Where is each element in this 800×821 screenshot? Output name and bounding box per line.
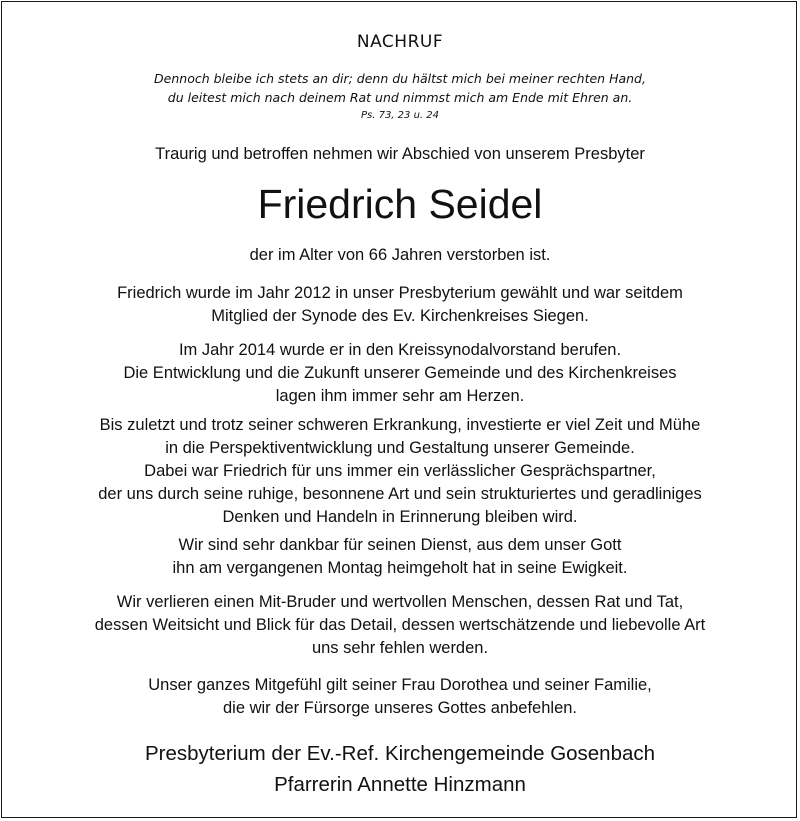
- paragraph-kreissynodalvorstand: [0, 339, 800, 408]
- text-line: die wir der Fürsorge unseres Gottes anbefehlen.: [222, 699, 578, 717]
- text-line: Mitglied der Synode des Ev. Kirchenkreises Siegen.: [211, 307, 589, 325]
- verse-reference: Ps. 73, 23 u. 24: [360, 110, 439, 121]
- verse-line: du leitest mich nach deinem Rat und nimmst mich am Ende mit Ehren an.: [167, 90, 633, 105]
- text-line: dessen Weitsicht und Blick für das Detail, dessen wertschätzende und liebevolle Art: [94, 616, 706, 634]
- paragraph-loss: [0, 591, 800, 660]
- text-line: Wir sind sehr dankbar für seinen Dienst, aus dem unser Gott: [178, 536, 622, 554]
- intro-text: Traurig und betroffen nehmen wir Abschied von unserem Presbyter: [155, 145, 645, 163]
- text-line: lagen ihm immer sehr am Herzen.: [275, 387, 525, 405]
- verse-line: Dennoch bleibe ich stets an dir; denn du hältst mich bei meiner rechten Hand,: [154, 71, 646, 86]
- text-line: Bis zuletzt und trotz seiner schweren Erkrankung, investierte er viel Zeit und Mühe: [99, 416, 701, 434]
- deceased-name: Friedrich Seidel: [257, 181, 543, 227]
- paragraph-engagement: [0, 414, 800, 529]
- text-line: Die Entwicklung und die Zukunft unserer Gemeinde und des Kirchenkreises: [123, 364, 677, 382]
- text-line: in die Perspektiventwicklung und Gestaltung unserer Gemeinde.: [165, 439, 635, 457]
- signature-line: Pfarrerin Annette Hinzmann: [274, 773, 526, 796]
- text-line: uns sehr fehlen werden.: [311, 639, 489, 657]
- signature-block: [0, 738, 800, 800]
- age-line: der im Alter von 66 Jahren verstorben ist.: [249, 246, 551, 264]
- text-line: Wir verlieren einen Mit-Bruder und wertvollen Menschen, dessen Rat und Tat,: [116, 593, 684, 611]
- signature-line: Presbyterium der Ev.-Ref. Kirchengemeinde Gosenbach: [144, 742, 656, 765]
- paragraph-gratitude: [0, 534, 800, 580]
- paragraph-condolence: [0, 674, 800, 720]
- text-line: Friedrich wurde im Jahr 2012 in unser Presbyterium gewählt und war seitdem: [117, 284, 683, 302]
- paragraph-presbyterium: [0, 282, 800, 328]
- text-line: Unser ganzes Mitgefühl gilt seiner Frau Dorothea und seiner Familie,: [148, 676, 652, 694]
- text-line: ihn am vergangenen Montag heimgeholt hat in seine Ewigkeit.: [172, 559, 628, 577]
- notice-heading: NACHRUF: [356, 32, 444, 52]
- text-line: Dabei war Friedrich für uns immer ein verlässlicher Gesprächspartner,: [144, 462, 656, 480]
- text-line: Denken und Handeln in Erinnerung bleiben wird.: [222, 508, 578, 526]
- text-line: der uns durch seine ruhige, besonnene Art und sein strukturiertes und geradliniges: [98, 485, 702, 503]
- text-line: Im Jahr 2014 wurde er in den Kreissynodalvorstand berufen.: [178, 341, 622, 359]
- bible-verse: [0, 69, 800, 107]
